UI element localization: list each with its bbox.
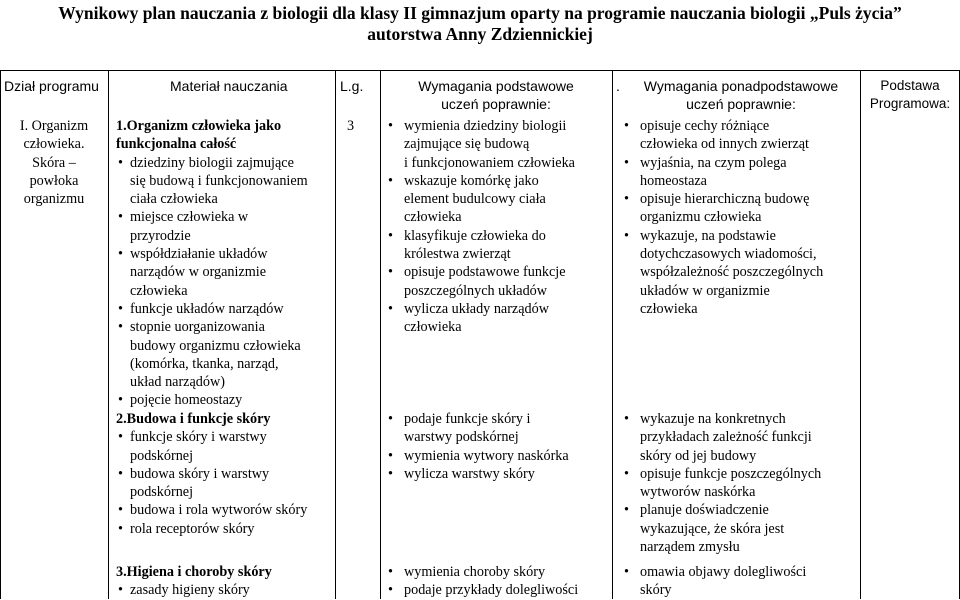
item-line: planuje doświadczenie (640, 502, 769, 519)
item-line: dotychczasowych wiadomości, (640, 246, 817, 263)
item-line: narządów w organizmie (130, 264, 267, 281)
item-line: skóry od jej budowy (640, 447, 757, 464)
ponadpodstawowe-item (620, 154, 860, 191)
bullet-icon: • (388, 300, 393, 317)
bullet-icon: • (624, 411, 629, 427)
item-line: podaje przykłady dolegliwości (404, 582, 579, 599)
podstawowe-group (384, 117, 610, 337)
item-line: wykazuje, na podstawie (640, 227, 776, 244)
dzial-line: powłoka (29, 172, 79, 189)
bullet-icon: • (388, 447, 393, 464)
bullet-icon: • (624, 118, 629, 134)
item-line: stopnie uorganizowania (130, 319, 265, 336)
material-section (116, 563, 334, 600)
header-podst-line-2: uczeń poprawnie: (441, 96, 551, 113)
header-podstawa-line-1: Podstawa (880, 78, 940, 93)
dzial-line: człowieka. (23, 136, 85, 153)
item-line: podaje funkcje skóry i (404, 411, 531, 427)
section-title: 2.Budowa i funkcje skóry (116, 411, 271, 427)
podstawowe-item (384, 410, 610, 447)
header-material (170, 77, 288, 96)
material-section (116, 117, 334, 410)
header-ponad-dot (616, 77, 620, 96)
item-line: królestwa zwierząt (404, 246, 511, 263)
podstawowe-group (384, 563, 610, 600)
bullet-icon: • (624, 564, 629, 580)
item-line: budowy organizmu człowieka (130, 337, 301, 354)
item-line: człowieka (404, 209, 462, 226)
item-line: funkcje układów narządów (130, 300, 284, 317)
section-title: 1.Organizm człowieka jako (116, 118, 282, 134)
dzial-cell (1, 117, 107, 208)
header-podstawa-line-2: Programowa: (869, 96, 951, 112)
material-item (116, 245, 334, 300)
bullet-icon: • (388, 465, 393, 482)
dzial-line: organizmu (23, 191, 85, 208)
item-line: rola receptorów skóry (130, 520, 255, 537)
item-line: budowa skóry i warstwy (130, 465, 270, 482)
item-line: człowieka (404, 319, 462, 336)
header-ponad-line-1: Wymagania ponadpodstawowe (643, 78, 839, 94)
item-line: się budową i funkcjonowaniem (130, 172, 308, 189)
bullet-icon: • (624, 227, 629, 244)
column-divider (335, 70, 336, 599)
material-item (116, 154, 334, 209)
ponadpodstawowe-item (620, 190, 860, 227)
podstawowe-item (384, 117, 610, 172)
podstawowe-item (384, 581, 610, 599)
bullet-icon: • (118, 582, 123, 599)
item-line: przyrodzie (130, 227, 191, 244)
material-item (116, 501, 334, 519)
podstawowe-item (384, 172, 610, 227)
ponadpodstawowe-group (620, 117, 860, 318)
item-line: ciała człowieka (130, 191, 218, 208)
column-divider (380, 70, 381, 599)
item-line: układ narządów) (130, 374, 225, 391)
material-item (116, 465, 334, 502)
header-lg (340, 77, 363, 96)
bullet-icon: • (118, 429, 123, 446)
ponadpodstawowe-group (620, 563, 860, 600)
bullet-icon: • (118, 502, 123, 519)
header-lg-text: L.g. (340, 78, 364, 94)
lg-value: 3 (347, 118, 355, 134)
material-item (116, 391, 334, 409)
item-line: człowieka (130, 282, 188, 299)
ponadpodstawowe-item (620, 117, 860, 154)
item-line: opisuje podstawowe funkcje (404, 264, 566, 281)
bullet-icon: • (118, 154, 123, 171)
item-line: zajmujące się budową (404, 136, 530, 153)
item-line: homeostaza (640, 172, 707, 189)
item-line: dziedziny biologii zajmujące (130, 154, 294, 171)
material-item (116, 520, 334, 538)
header-podst-line-1: Wymagania podstawowe (418, 78, 574, 94)
header-dzial-text: Dział programu (4, 78, 99, 94)
bullet-icon: • (118, 520, 123, 537)
item-line: wymienia wytwory naskórka (404, 447, 569, 464)
item-line: omawia objawy dolegliwości (640, 564, 807, 580)
item-line: organizmu człowieka (640, 209, 762, 226)
item-line: wykazujące, że skóra jest (640, 520, 785, 537)
bullet-icon: • (118, 392, 123, 409)
dzial-line: Skóra – (32, 154, 76, 171)
lg-cell (347, 117, 354, 135)
bullet-icon: • (388, 564, 393, 580)
material-section (116, 410, 334, 538)
item-line: klasyfikuje człowieka do (404, 227, 546, 244)
item-line: i funkcjonowaniem człowieka (404, 154, 575, 171)
item-line: współzależność poszczególnych (640, 264, 824, 281)
item-line: warstwy podskórnej (404, 429, 519, 446)
podstawowe-item (384, 563, 610, 581)
ponadpodstawowe-item (620, 501, 860, 556)
ponadpodstawowe-item (620, 563, 860, 600)
material-item (116, 208, 334, 245)
item-line: wymienia choroby skóry (404, 564, 546, 580)
item-line: opisuje hierarchiczną budowę (640, 191, 810, 208)
header-wymagania-podstawowe (380, 77, 612, 114)
item-line: wylicza warstwy skóry (404, 465, 535, 482)
bullet-icon: • (388, 582, 393, 599)
header-ponad-dot-text: . (616, 78, 620, 94)
ponadpodstawowe-group (620, 410, 860, 556)
item-line: element budulcowy ciała (404, 191, 546, 208)
table-top-border (0, 70, 960, 71)
item-line: wskazuje komórkę jako (404, 172, 539, 189)
bullet-icon: • (388, 264, 393, 281)
podstawowe-item (384, 227, 610, 264)
material-item (116, 300, 334, 318)
bullet-icon: • (118, 465, 123, 482)
header-podstawa-programowa (861, 77, 959, 114)
item-line: miejsce człowieka w (130, 209, 249, 226)
column-divider (108, 70, 109, 599)
item-line: budowa i rola wytworów skóry (130, 502, 308, 519)
item-line: wykazuje na konkretnych (640, 411, 786, 427)
material-item (116, 428, 334, 465)
bullet-icon: • (118, 319, 123, 336)
bullet-icon: • (118, 300, 123, 317)
item-line: wymienia dziedziny biologii (404, 118, 567, 134)
section-title: funkcjonalna całość (116, 136, 237, 153)
item-line: podskórnej (130, 484, 194, 501)
section-title: 3.Higiena i choroby skóry (116, 564, 272, 580)
bullet-icon: • (118, 209, 123, 226)
bullet-icon: • (118, 246, 123, 263)
item-line: pojęcie homeostazy (130, 392, 243, 409)
header-wymagania-ponadpodstawowe (622, 77, 860, 114)
bullet-icon: • (624, 465, 629, 482)
dzial-line: I. Organizm (19, 118, 89, 134)
item-line: opisuje cechy różniące (640, 118, 770, 134)
ponadpodstawowe-item (620, 465, 860, 502)
item-line: podskórnej (130, 447, 194, 464)
item-line: wylicza układy narządów (404, 300, 549, 317)
bullet-icon: • (388, 172, 393, 189)
item-line: zasady higieny skóry (130, 582, 250, 599)
ponadpodstawowe-item (620, 227, 860, 318)
header-dzial (4, 77, 99, 96)
item-line: przykładach zależność funkcji (640, 429, 812, 446)
bullet-icon: • (624, 191, 629, 208)
item-line: funkcje skóry i warstwy (130, 429, 267, 446)
item-line: skóry (640, 582, 672, 599)
item-line: narządem zmysłu (640, 539, 740, 556)
item-line: współdziałanie układów (130, 246, 268, 263)
bullet-icon: • (624, 502, 629, 519)
bullet-icon: • (388, 411, 393, 427)
item-line: (komórka, tkanka, narząd, (130, 355, 279, 372)
ponadpodstawowe-item (620, 410, 860, 465)
podstawowe-item (384, 447, 610, 465)
bullet-icon: • (388, 118, 393, 134)
podstawowe-group (384, 410, 610, 483)
bullet-icon: • (624, 154, 629, 171)
document-title-line-2: autorstwa Anny Zdziennickiej (367, 24, 593, 44)
podstawowe-item (384, 263, 610, 300)
document-title-line-1: Wynikowy plan nauczania z biologii dla klasy II gimnazjum oparty na programie nauczania biologii „Puls życia” (58, 3, 902, 23)
item-line: opisuje funkcje poszczególnych (640, 465, 822, 482)
item-line: człowieka od innych zwierząt (640, 136, 809, 153)
item-line: układów w organizmie (640, 282, 770, 299)
column-divider (860, 70, 861, 599)
material-item (116, 581, 334, 599)
header-material-text: Materiał nauczania (170, 78, 288, 94)
item-line: wyjaśnia, na czym polega (640, 154, 787, 171)
header-ponad-line-2: uczeń poprawnie: (686, 96, 796, 113)
column-divider (612, 70, 613, 599)
item-line: człowieka (640, 300, 698, 317)
podstawowe-item (384, 465, 610, 483)
bullet-icon: • (388, 227, 393, 244)
material-item (116, 318, 334, 391)
item-line: poszczególnych układów (404, 282, 548, 299)
podstawowe-item (384, 300, 610, 337)
item-line: wytworów naskórka (640, 484, 756, 501)
